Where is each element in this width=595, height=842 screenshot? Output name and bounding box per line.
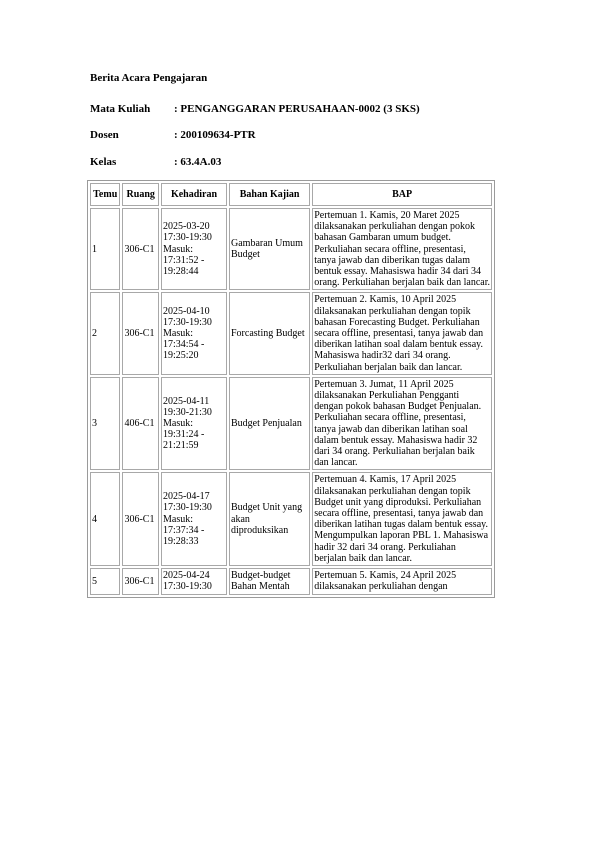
cell-bap: Pertemuan 5. Kamis, 24 April 2025 dilaksanakan perkuliahan dengan	[312, 568, 492, 594]
cell-ruang: 306-C1	[122, 208, 159, 290]
kelas-label: Kelas	[90, 156, 117, 168]
bap-table	[87, 180, 495, 598]
cell-kehadiran: 2025-04-24 17:30-19:30	[161, 568, 227, 594]
table-header-row	[90, 183, 492, 206]
header-bap: BAP	[312, 183, 492, 206]
document-title: Berita Acara Pengajaran	[90, 72, 208, 84]
cell-ruang: 306-C1	[122, 568, 159, 594]
cell-ruang: 406-C1	[122, 377, 159, 471]
cell-bap: Pertemuan 1. Kamis, 20 Maret 2025 dilaksanakan perkuliahan dengan pokok bahasan Gambaran umum budget. Perkuliahan secara offline, presentasi, tanya jawab dan diberikan tugas dalam bentuk essay. Mahasiswa hadir 34 dari 34 orang. Perkuliahan berjalan baik dan lancar.	[312, 208, 492, 290]
mata-kuliah-label: Mata Kuliah	[90, 103, 151, 115]
cell-temu: 1	[90, 208, 120, 290]
table-row	[90, 568, 492, 594]
kelas-value: : 63.4A.03	[174, 156, 222, 168]
cell-bahan-kajian: Forcasting Budget	[229, 292, 310, 374]
cell-bap: Pertemuan 3. Jumat, 11 April 2025 dilaksanakan Perkuliahan Pengganti dengan pokok bahasan Budget Penjualan. Perkuliahan secara offline, presentasi, tanya jawab dan diberikan latihan soal dalam bentuk essay. Mahasiswa hadir 32 dari 34 orang. Perkuliahan berjalan baik dan lancar.	[312, 377, 492, 471]
cell-bap: Pertemuan 2. Kamis, 10 April 2025 dilaksanakan perkuliahan dengan topik bahasan Forecasting Budget. Perkuliahan secara offline, presentasi, tanya jawab dan diberikan latihan soal dalam bentuk essay. Mahasiswa hadir32 dari 34 orang. Perkuliahan berjalan baik dan lancar.	[312, 292, 492, 374]
header-ruang: Ruang	[122, 183, 159, 206]
cell-bap: Pertemuan 4. Kamis, 17 April 2025 dilaksanakan perkuliahan dengan topik Budget unit yang diproduksi. Perkuliahan secara offline, presentasi, tanya jawab dan diberikan latihan tugas dalam bentuk essay. Mengumpulkan laporan PBL 1. Mahasiswa hadir 32 dari 34 orang. Perkuliahan berjalan baik dan lancar.	[312, 472, 492, 566]
cell-temu: 4	[90, 472, 120, 566]
cell-temu: 2	[90, 292, 120, 374]
header-kehadiran: Kehadiran	[161, 183, 227, 206]
cell-temu: 3	[90, 377, 120, 471]
header-temu: Temu	[90, 183, 120, 206]
table-row	[90, 472, 492, 566]
cell-ruang: 306-C1	[122, 472, 159, 566]
cell-bahan-kajian: Budget Penjualan	[229, 377, 310, 471]
cell-bahan-kajian: Budget Unit yang akan diproduksikan	[229, 472, 310, 566]
cell-kehadiran: 2025-04-11 19:30-21:30 Masuk: 19:31:24 - 21:21:59	[161, 377, 227, 471]
table-row	[90, 292, 492, 374]
dosen-label: Dosen	[90, 129, 119, 141]
cell-ruang: 306-C1	[122, 292, 159, 374]
cell-temu: 5	[90, 568, 120, 594]
meta-kelas	[90, 156, 221, 168]
cell-kehadiran: 2025-04-17 17:30-19:30 Masuk: 17:37:34 - 19:28:33	[161, 472, 227, 566]
table-row	[90, 377, 492, 471]
table-row	[90, 208, 492, 290]
dosen-value: : 200109634-PTR	[174, 129, 256, 141]
meta-mata-kuliah	[90, 103, 420, 115]
mata-kuliah-value: : PENGANGGARAN PERUSAHAAN-0002 (3 SKS)	[174, 103, 420, 115]
cell-bahan-kajian: Budget-budget Bahan Mentah	[229, 568, 310, 594]
cell-kehadiran: 2025-03-20 17:30-19:30 Masuk: 17:31:52 - 19:28:44	[161, 208, 227, 290]
header-bahan-kajian: Bahan Kajian	[229, 183, 310, 206]
cell-kehadiran: 2025-04-10 17:30-19:30 Masuk: 17:34:54 - 19:25:20	[161, 292, 227, 374]
cell-bahan-kajian: Gambaran Umum Budget	[229, 208, 310, 290]
meta-dosen	[90, 129, 256, 141]
